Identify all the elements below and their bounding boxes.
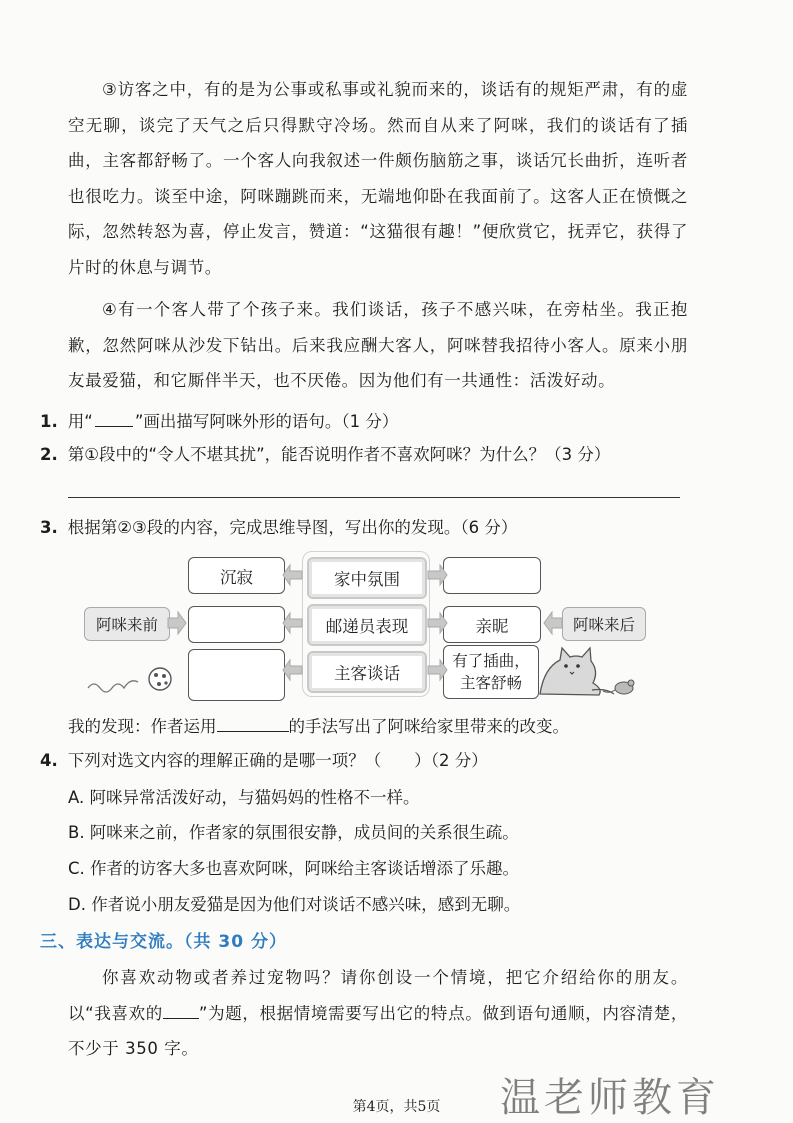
- right-node-1-blank[interactable]: [443, 557, 541, 594]
- section-title: 三、表达与交流。（共 30 分）: [40, 932, 287, 952]
- cat-icon: [540, 648, 614, 695]
- option-d[interactable]: D. 作者说小朋友爱猫是因为他们对谈话不感兴味，感到无聊。: [68, 895, 521, 914]
- arrow-left-icon: [283, 613, 302, 633]
- question-1-text-post: ”画出描写阿咪外形的语句。（1 分）: [134, 412, 399, 431]
- passage-paragraph-4: ④有一个客人带了个孩子来。我们谈话，孩子不感兴味，在旁枯坐。我正抱歉，忽然阿咪从沙发下钻出。后来我应酬大客人，阿咪替我招待小客人。原来小朋友最爱猫，和它厮伴半天，也不厌倦。因为他们有一共通性：活泼好动。: [68, 300, 688, 390]
- finding-blank[interactable]: [217, 713, 289, 732]
- question-number: 4.: [40, 751, 58, 770]
- mouse-icon: [603, 680, 634, 694]
- center-node-postman: 邮递员表现: [307, 604, 427, 646]
- finding-text-post: 的手法写出了阿咪给家里带来的改变。: [288, 717, 569, 736]
- yarn-ball-icon: [149, 668, 171, 690]
- finding-text-pre: 我的发现：作者运用: [68, 717, 217, 736]
- question-number: 2.: [40, 445, 58, 464]
- writing-prompt-pre: 你喜欢动物或者养过宠物吗？请你创设一个情境，把它介绍给你的朋友。以“我喜欢的: [68, 968, 688, 1023]
- question-3: [40, 514, 720, 542]
- label-before: 阿咪来前: [84, 607, 170, 641]
- right-node-3: 有了插曲，主客舒畅: [443, 645, 539, 699]
- question-4-text: 下列对选文内容的理解正确的是哪一项？（ ）（2 分）: [67, 751, 488, 770]
- title-blank[interactable]: [163, 1002, 199, 1019]
- question-2: [40, 441, 720, 469]
- underline-sample: [95, 412, 133, 427]
- question-1-text-pre: 用“: [67, 412, 93, 431]
- question-2-text: 第①段中的“令人不堪其扰”，能否说明作者不喜欢阿咪？为什么？（3 分）: [67, 445, 611, 464]
- arrow-left-icon: [544, 612, 562, 634]
- label-after: 阿咪来后: [562, 607, 646, 641]
- question-3-finding: [68, 713, 569, 741]
- question-number: 3.: [40, 518, 58, 537]
- answer-line[interactable]: [68, 497, 680, 498]
- left-node-1: 沉寂: [188, 557, 285, 594]
- passage-paragraph-3: ③访客之中，有的是为公事或私事或礼貌而来的，谈话有的规矩严肃，有的虚空无聊，谈完了天气之后只得默守冷场。然而自从来了阿咪，我们的谈话有了插曲，主客都舒畅了。一个客人向我叙述一件颇伤脑筋之事，谈话冗长曲折，连听者也很吃力。谈至中途，阿咪蹦跳而来，无端地仰卧在我面前了。这客人正在愤慨之际，忽然转怒为喜，停止发言，赞道：“这猫很有趣！”便欣赏它，抚弄它，获得了片时的休息与调节。: [68, 80, 688, 277]
- option-a[interactable]: A. 阿咪异常活泼好动，与猫妈妈的性格不一样。: [68, 788, 420, 807]
- question-3-text: 根据第②③段的内容，完成思维导图，写出你的发现。（6 分）: [67, 518, 518, 537]
- right-node-2: 亲昵: [443, 606, 541, 643]
- arrow-right-icon: [168, 612, 186, 634]
- watermark: 温老师教育: [500, 1075, 720, 1121]
- yarn-string-icon: [88, 681, 138, 692]
- left-node-2-blank[interactable]: [188, 606, 285, 643]
- writing-prompt: [68, 960, 688, 1067]
- writing-prompt-post: ”为题，根据情境需要写出它的特点。做到语句通顺，内容清楚，不少于 350 字。: [68, 1003, 688, 1058]
- option-c[interactable]: C. 作者的访客大多也喜欢阿咪，阿咪给主客谈话增添了乐趣。: [68, 859, 520, 878]
- center-frame: [302, 551, 430, 697]
- question-number: 1.: [40, 412, 58, 431]
- question-4: [40, 747, 720, 775]
- arrow-left-icon: [283, 660, 302, 680]
- left-node-3-blank[interactable]: [188, 649, 285, 701]
- option-b[interactable]: B. 阿咪来之前，作者家的氛围很安静，成员间的关系很生疏。: [68, 823, 519, 842]
- page-number: 第4页，共5页: [352, 1099, 441, 1115]
- center-node-atmosphere: 家中氛围: [307, 557, 427, 599]
- arrow-left-icon: [283, 565, 302, 585]
- question-1: [40, 408, 720, 436]
- center-node-conversation: 主客谈话: [307, 651, 427, 693]
